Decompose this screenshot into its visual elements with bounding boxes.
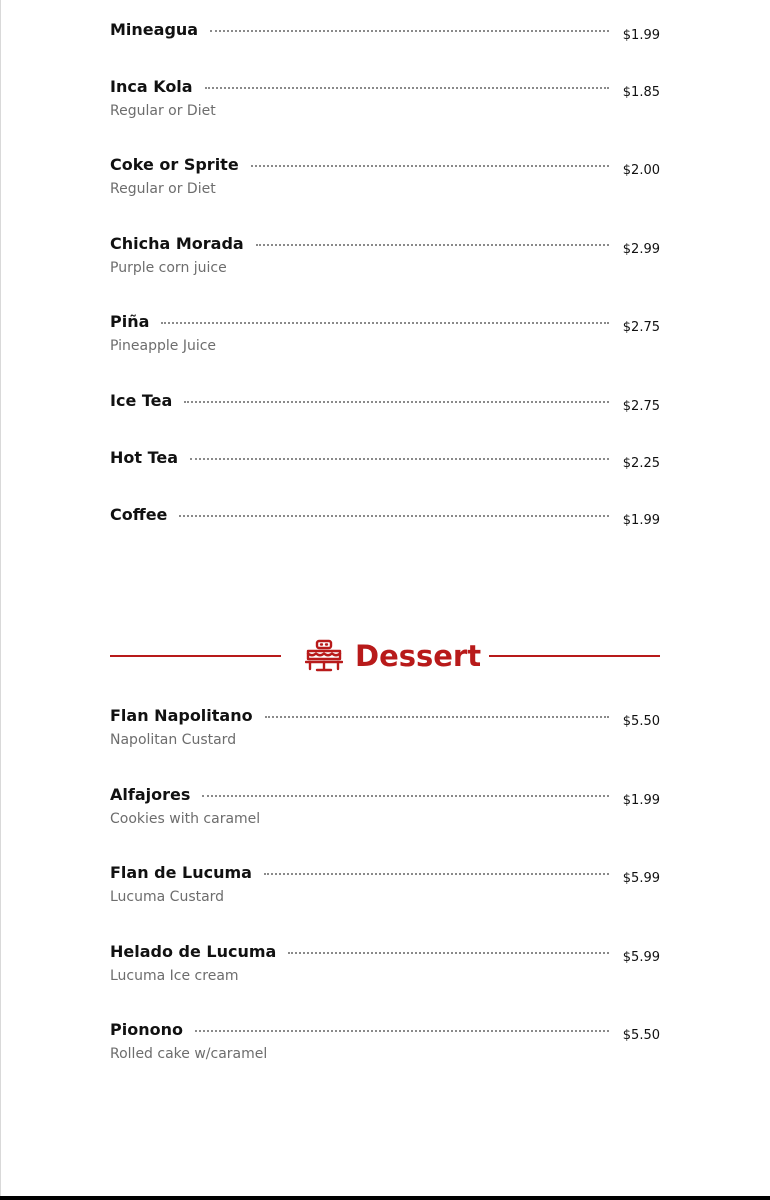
item-price: $5.99 (622, 870, 660, 886)
item-price: $1.85 (622, 84, 660, 100)
item-row (110, 863, 660, 887)
item-price: $5.50 (622, 713, 660, 729)
menu-item (110, 863, 660, 905)
leader-dots (195, 1028, 609, 1032)
item-name: Alfajores (110, 785, 191, 804)
item-row (110, 155, 660, 179)
item-description: Napolitan Custard (110, 732, 237, 748)
item-description: Cookies with caramel (110, 811, 261, 827)
item-name: Helado de Lucuma (110, 942, 277, 961)
header-title-group (305, 634, 481, 678)
item-row (110, 706, 660, 730)
leader-dots (190, 456, 609, 460)
item-name: Coffee (110, 505, 168, 524)
leader-dots (202, 793, 608, 797)
leader-dots (179, 513, 608, 517)
item-name: Pionono (110, 1020, 183, 1039)
item-row (110, 448, 660, 472)
item-price: $2.00 (622, 162, 660, 178)
item-name: Coke or Sprite (110, 155, 239, 174)
cake-icon (305, 639, 343, 673)
menu-item (110, 448, 660, 472)
leader-dots (161, 320, 608, 324)
menu-item (110, 785, 660, 827)
item-price: $2.99 (622, 241, 660, 257)
item-row (110, 942, 660, 966)
item-row (110, 77, 660, 101)
bottom-bar (0, 1196, 770, 1200)
menu-item (110, 391, 660, 415)
item-description: Regular or Diet (110, 103, 216, 119)
item-price: $2.75 (622, 398, 660, 414)
menu-item (110, 942, 660, 984)
item-row (110, 312, 660, 336)
item-price: $1.99 (622, 512, 660, 528)
item-description: Lucuma Ice cream (110, 968, 239, 984)
item-name: Ice Tea (110, 391, 173, 410)
leader-dots (251, 163, 609, 167)
menu-item (110, 234, 660, 276)
menu-item (110, 706, 660, 748)
item-name: Chicha Morada (110, 234, 244, 253)
item-row (110, 234, 660, 258)
item-description: Purple corn juice (110, 260, 227, 276)
item-row (110, 20, 660, 44)
item-row (110, 785, 660, 809)
item-price: $1.99 (622, 792, 660, 808)
menu-item (110, 20, 660, 44)
item-description: Regular or Diet (110, 181, 216, 197)
leader-dots (264, 871, 609, 875)
header-rule-left (110, 655, 281, 657)
leader-dots (184, 399, 608, 403)
menu-item (110, 505, 660, 529)
item-price: $1.99 (622, 27, 660, 43)
item-name: Flan de Lucuma (110, 863, 252, 882)
leader-dots (205, 85, 609, 89)
header-rule-right (489, 655, 660, 657)
page-edge (0, 0, 1, 1196)
leader-dots (288, 950, 608, 954)
leader-dots (256, 242, 609, 246)
item-price: $2.25 (622, 455, 660, 471)
leader-dots (210, 28, 609, 32)
dessert-section-header (110, 634, 660, 678)
item-name: Inca Kola (110, 77, 193, 96)
item-price: $2.75 (622, 319, 660, 335)
leader-dots (265, 714, 609, 718)
item-name: Flan Napolitano (110, 706, 253, 725)
item-row (110, 1020, 660, 1044)
item-price: $5.99 (622, 949, 660, 965)
item-name: Mineagua (110, 20, 199, 39)
menu-item (110, 77, 660, 119)
section-title: Dessert (355, 639, 482, 673)
item-price: $5.50 (622, 1027, 660, 1043)
menu-item (110, 1020, 660, 1062)
menu-item (110, 155, 660, 197)
item-row (110, 505, 660, 529)
item-description: Lucuma Custard (110, 889, 225, 905)
menu-item (110, 312, 660, 354)
item-description: Pineapple Juice (110, 338, 217, 354)
item-name: Piña (110, 312, 150, 331)
item-name: Hot Tea (110, 448, 179, 467)
item-description: Rolled cake w/caramel (110, 1046, 268, 1062)
item-row (110, 391, 660, 415)
